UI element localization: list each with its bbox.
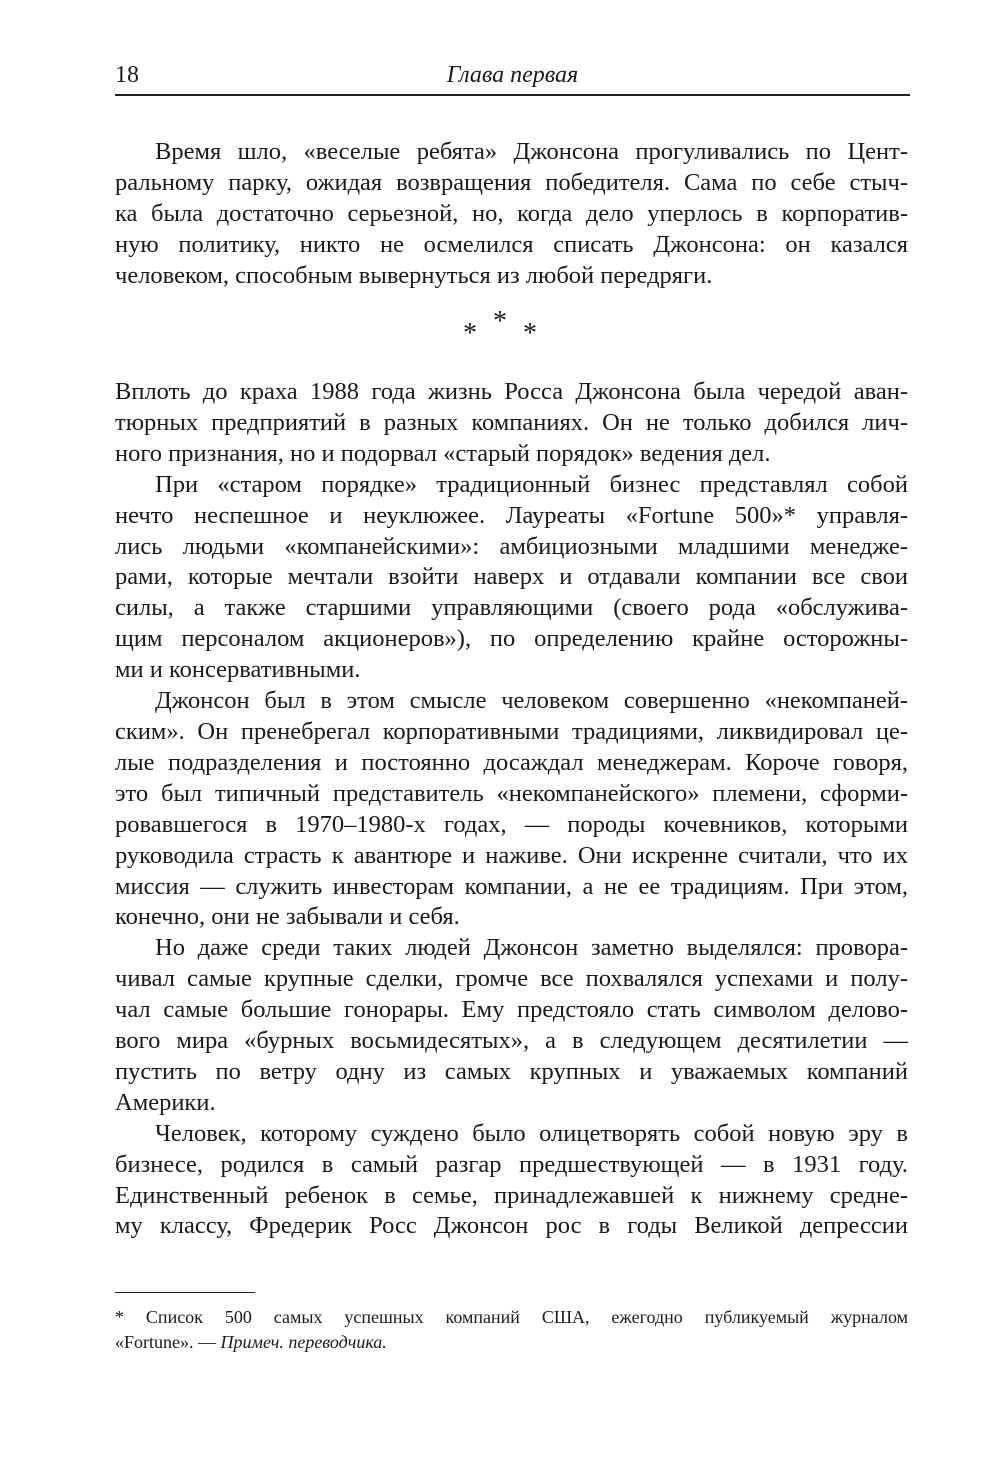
text-line: щим персоналом акционеров»), по определению крайне осторожны- (115, 625, 908, 653)
text-line: руководила страсть к авантюре и наживе. Они искренне считали, что их (115, 841, 908, 869)
text-line: Вплоть до краха 1988 года жизнь Росса Джонсона была чередой аван- (115, 378, 908, 405)
text-line: вого мира «бурных восьмидесятых», а в следующем десятилетии — (115, 1027, 908, 1055)
text-line: пустить по ветру одну из самых крупных и уважаемых компаний (115, 1057, 908, 1085)
text-line: Америки. (115, 1088, 216, 1116)
text-line: миссия — служить инвесторам компании, а не ее традициям. При этом, (115, 872, 908, 900)
text-line: лые подразделения и постоянно досаждал менеджерам. Короче говоря, (115, 748, 908, 776)
text-line: Но даже среди таких людей Джонсон заметно выделялся: провора- (155, 934, 908, 962)
text-line: человеком, способным вывернуться из любой передряги. (115, 261, 713, 289)
text-line: чал самые большие гонорары. Ему предстояло стать символом делово- (115, 996, 908, 1024)
text-line: Время шло, «веселые ребята» Джонсона прогуливались по Цент- (155, 138, 908, 165)
text-line: рами, которые мечтали взойти наверх и отдавали компании все свои (115, 563, 908, 591)
text-line: ским». Он пренебрегал корпоративными традициями, ликвидировал це- (115, 717, 908, 745)
footnote-rule (115, 1292, 255, 1293)
separator-star: * (523, 318, 537, 349)
body-text (115, 377, 908, 1242)
text-line: силы, а также старшими управляющими (своего рода «обслужива- (115, 594, 908, 622)
text-line: ную политику, никто не осмелился списать Джонсона: он казался (115, 230, 908, 258)
text-line: это был типичный представитель «некомпанейского» племени, сформи- (115, 779, 908, 807)
separator-star: * (463, 318, 477, 349)
separator-star: * (493, 306, 507, 337)
footnote-line: * Список 500 самых успешных компаний США, ежегодно публикуемый журналом (115, 1307, 908, 1327)
section-separator (0, 306, 1000, 350)
text-line: Джонсон был в этом смысле человеком совершенно «некомпаней- (155, 687, 908, 715)
footnote-line (115, 1332, 387, 1352)
page-number: 18 (115, 62, 139, 88)
text-line: При «старом порядке» традиционный бизнес представлял собой (155, 470, 908, 498)
text-line: чивал самые крупные сделки, громче все похвалялся успехами и полу- (115, 965, 908, 993)
text-line: ка была достаточно серьезной, но, когда дело уперлось в корпоратив- (115, 199, 908, 227)
text-line: конечно, они не забывали и себя. (115, 903, 460, 931)
text-line: лись людьми «компанейскими»: амбициозными младшими менедже- (115, 532, 908, 560)
opening-paragraph (115, 137, 908, 292)
text-line: му классу, Фредерик Росс Джонсон рос в годы Великой депрессии (115, 1212, 908, 1240)
footnote (115, 1305, 908, 1355)
text-line: ральному парку, ожидая возвращения победителя. Сама по себе стыч- (115, 168, 908, 196)
text-line: ми и консервативными. (115, 656, 361, 684)
footnote-attribution: Примеч. переводчика. (220, 1332, 387, 1352)
text-line: нечто неспешное и неуклюжее. Лауреаты «Fortune 500»* управля- (115, 501, 908, 529)
text-line: ровавшегося в 1970–1980-х годах, — породы кочевников, которыми (115, 810, 908, 838)
text-line: тюрных предприятий в разных компаниях. Он не только добился лич- (115, 408, 908, 436)
text-line: ного признания, но и подорвал «старый порядок» ведения дел. (115, 439, 771, 467)
text-line: Человек, которому суждено было олицетворять собой новую эру в (155, 1119, 908, 1147)
text-line: Единственный ребенок в семье, принадлежавшей к нижнему средне- (115, 1181, 908, 1209)
text-line: бизнесе, родился в самый разгар предшествующей — в 1931 году. (115, 1150, 908, 1178)
footnote-text: «Fortune». — (115, 1332, 221, 1352)
running-header (115, 62, 910, 96)
chapter-title: Глава первая (446, 62, 579, 88)
